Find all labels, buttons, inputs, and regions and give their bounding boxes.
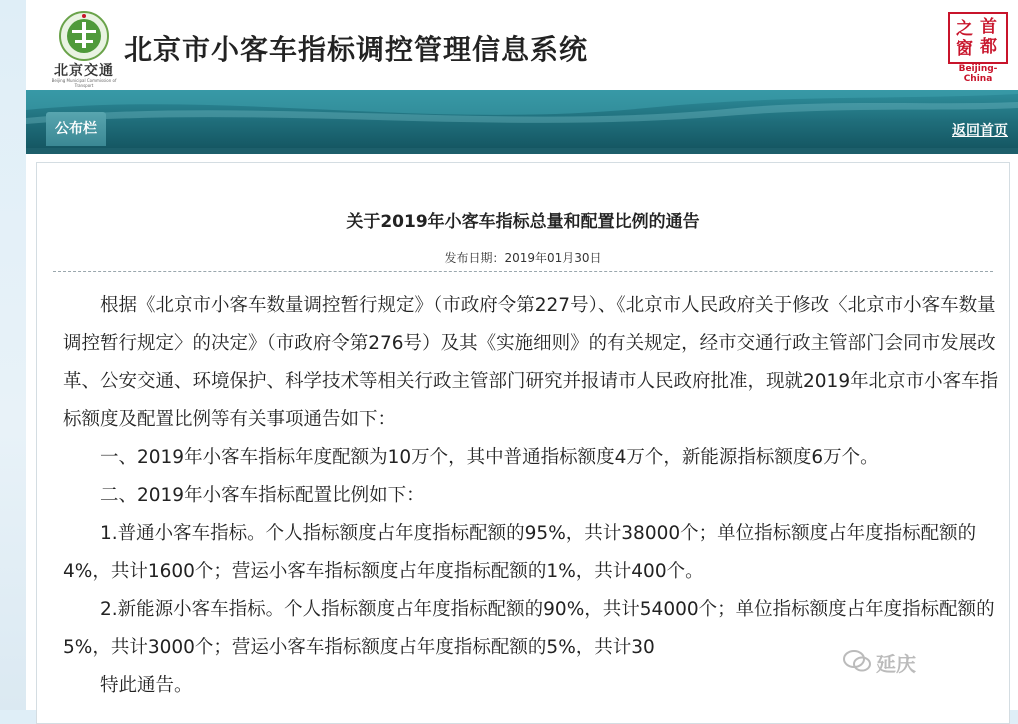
nav-bar bbox=[26, 90, 1018, 148]
paragraph-item-2-2: 2.新能源小客车指标。个人指标额度占年度指标配额的90%，共计54000个；单位指标额度占年度指标配额的5%，共计3000个；营运小客车指标额度占年度指标配额的5%，共计30 bbox=[63, 599, 995, 658]
dashed-divider bbox=[53, 271, 993, 272]
tab-bulletin[interactable]: 公布栏 bbox=[46, 112, 106, 146]
home-link[interactable]: 返回首页 bbox=[952, 123, 1008, 139]
nav-divider bbox=[26, 148, 1018, 154]
paragraph-item-1: 一、2019年小客车指标年度配额为10万个，其中普通指标额度4万个，新能源指标额度6万个。 bbox=[100, 447, 879, 468]
seal-box bbox=[948, 12, 1008, 64]
seal-char-4: 都 bbox=[980, 37, 997, 57]
wechat-icon bbox=[842, 648, 872, 674]
nav-decoration-icon bbox=[26, 90, 1018, 148]
site-header bbox=[26, 0, 1018, 90]
paragraph-closing: 特此通告。 bbox=[100, 675, 193, 696]
notice-title: 关于2019年小客车指标总量和配置比例的通告 bbox=[346, 212, 700, 232]
logo-text: 北京交通 bbox=[54, 63, 114, 79]
page bbox=[26, 0, 1018, 710]
bjjt-logo[interactable] bbox=[46, 8, 122, 88]
paragraph-intro: 根据《北京市小客车数量调控暂行规定》（市政府令第227号）、《北京市人民政府关于修改〈北京市小客车数量调控暂行规定〉的决定》（市政府令第276号）及其《实施细则》的有关规定，经市交通行政主管部门会同市发展改革、公安交通、环境保护、科学技术等相关行政主管部门研究并报请市人民政府批准，现就2019年北京市小客车指标额度及配置比例等有关事项通告如下： bbox=[63, 295, 999, 430]
paragraph-item-2-1: 1.普通小客车指标。个人指标额度占年度指标配额的95%，共计38000个；单位指标额度占年度指标配额的4%，共计1600个；营运小客车指标额度占年度指标配额的1%，共计400个。 bbox=[63, 523, 977, 582]
notice-body bbox=[63, 287, 1009, 705]
notice-date: 发布日期：2019年01月30日 bbox=[444, 251, 602, 265]
seal-char-3: 窗 bbox=[956, 39, 973, 59]
paragraph-item-2: 二、2019年小客车指标配置比例如下： bbox=[100, 485, 425, 506]
transport-emblem-icon bbox=[58, 10, 110, 62]
seal-caption: Beijing-China bbox=[958, 64, 998, 84]
seal-char-2: 之 bbox=[956, 19, 973, 39]
seal-char-1: 首 bbox=[980, 17, 997, 37]
site-title: 北京市小客车指标调控管理信息系统 bbox=[124, 33, 589, 66]
notice-panel bbox=[36, 162, 1010, 724]
watermark-text: 延庆 bbox=[876, 652, 916, 676]
logo-subtext: Beijing Municipal Commission of Transport bbox=[51, 78, 117, 88]
capital-window-seal[interactable] bbox=[946, 12, 1010, 84]
